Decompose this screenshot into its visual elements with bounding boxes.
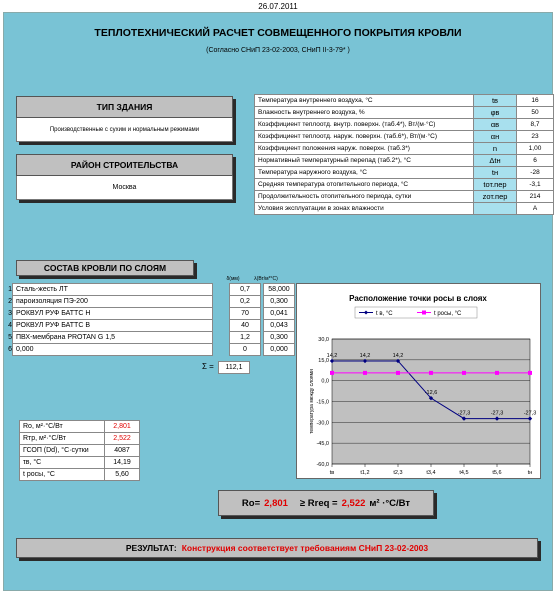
- layer-conductivity[interactable]: 58,000: [264, 284, 295, 296]
- y-axis-title: температура между слоями: [309, 369, 315, 434]
- param-label: Температура наружного воздуха, °С: [255, 167, 474, 179]
- layer-number: 3: [8, 310, 12, 317]
- param-label: Коэффициент положения наруж. поверхн. (таб.3*): [255, 143, 474, 155]
- result-label: РЕЗУЛЬТАТ:: [125, 543, 177, 553]
- result-label: t росы, °С: [20, 469, 105, 481]
- data-label: 14,2: [392, 352, 404, 359]
- x-tick-label: tв: [329, 470, 335, 476]
- r0-label: Rо=: [241, 497, 261, 509]
- param-symbol: n: [474, 143, 517, 155]
- param-row: [255, 203, 554, 215]
- layer-thickness[interactable]: 0: [230, 344, 261, 356]
- param-row: [255, 155, 554, 167]
- param-row: [255, 95, 554, 107]
- param-label: Условия эксплуатации в зонах влажности: [255, 203, 474, 215]
- result-bar: [16, 538, 538, 558]
- layer-name[interactable]: пароизоляция ПЭ-200: [13, 296, 213, 308]
- layer-row: [2, 344, 295, 356]
- x-tick-label: t1,2: [360, 470, 370, 476]
- result-value: 2,801: [105, 421, 140, 433]
- region-panel: [16, 154, 233, 200]
- param-label: Влажность внутреннего воздуха, %: [255, 107, 474, 119]
- layer-number: 6: [8, 346, 12, 353]
- layers-header: СОСТАВ КРОВЛИ ПО СЛОЯМ: [16, 260, 194, 276]
- layer-conductivity[interactable]: 0,000: [264, 344, 295, 356]
- param-symbol: tот.пер: [474, 179, 517, 191]
- param-value[interactable]: 50: [517, 107, 554, 119]
- rreq-value: 2,522: [341, 497, 366, 509]
- param-label: Средняя температура отопительного периода, °С: [255, 179, 474, 191]
- result-label: τв, °С: [20, 457, 105, 469]
- region-header: РАЙОН СТРОИТЕЛЬСТВА: [16, 154, 233, 176]
- x-tick-label: t2,3: [393, 470, 403, 476]
- param-row: [255, 167, 554, 179]
- param-row: [255, 131, 554, 143]
- param-symbol: φв: [474, 107, 517, 119]
- result-value: 2,522: [105, 433, 140, 445]
- param-value[interactable]: 8,7: [517, 119, 554, 131]
- x-tick-label: tн: [527, 470, 533, 476]
- layer-number: 1: [8, 286, 12, 293]
- layer-thickness[interactable]: 40: [230, 320, 261, 332]
- result-row: [20, 445, 140, 457]
- param-row: [255, 143, 554, 155]
- building-type-value[interactable]: Производственные с сухим и нормальным режимами: [49, 126, 200, 133]
- data-label: 14,2: [359, 352, 371, 359]
- layer-row: [2, 296, 295, 308]
- layer-name[interactable]: 0,000: [13, 344, 213, 356]
- result-row: [20, 469, 140, 481]
- param-symbol: [474, 203, 517, 215]
- result-row: [20, 433, 140, 445]
- result-label: Rо, м²·°С/Вт: [20, 421, 105, 433]
- y-tick-label: 15,0: [318, 357, 329, 364]
- r0-value: 2,801: [264, 497, 288, 509]
- building-type-panel: [16, 96, 233, 142]
- data-point: [429, 371, 433, 375]
- y-tick-label: -30,0: [316, 420, 329, 427]
- r-unit: м² ·°С/Вт: [369, 497, 411, 509]
- x-tick-label: t3,4: [426, 470, 436, 476]
- param-value[interactable]: 23: [517, 131, 554, 143]
- dew-point-chart: [296, 283, 541, 479]
- chart-title: Расположение точки росы в слоях: [349, 294, 487, 303]
- result-text: Конструкция соответствует требованиям СНиП 23-02-2003: [181, 543, 429, 553]
- y-tick-label: 30,0: [318, 337, 329, 343]
- param-row: [255, 119, 554, 131]
- page-subtitle: (Согласно СНиП 23-02-2003, СНиП II-3-79* ): [206, 47, 350, 54]
- layer-row: [2, 332, 295, 344]
- y-tick-label: -15,0: [316, 399, 329, 406]
- param-value[interactable]: 1,00: [517, 143, 554, 155]
- param-symbol: tв: [474, 95, 517, 107]
- lambda-column-header: λ(Вт/м*°С): [254, 276, 278, 282]
- layer-name[interactable]: Сталь-жесть ЛТ: [13, 284, 213, 296]
- param-row: [255, 191, 554, 203]
- building-type-header: ТИП ЗДАНИЯ: [16, 96, 233, 118]
- result-value: 14,19: [105, 457, 140, 469]
- chart-canvas: [297, 284, 540, 478]
- data-label: -27,3: [457, 410, 471, 417]
- layer-number: 5: [8, 334, 12, 341]
- layer-thickness[interactable]: 1,2: [230, 332, 261, 344]
- param-symbol: αв: [474, 119, 517, 131]
- y-tick-label: -60,0: [316, 462, 329, 468]
- rreq-label: ≥ Rreq =: [299, 497, 338, 509]
- sum-symbol: Σ =: [202, 362, 214, 371]
- param-label: Коэффициент теплоотд. наруж. поверхн. (таб.6*), Вт/(м·°С): [255, 131, 474, 143]
- parameters-table: [254, 94, 554, 215]
- layer-row: [2, 320, 295, 332]
- layer-thickness[interactable]: 0,7: [230, 284, 261, 296]
- data-label: -27,3: [523, 410, 537, 417]
- data-label: -12,6: [424, 390, 438, 397]
- legend-label-0: t в, °С: [376, 311, 393, 317]
- layer-conductivity[interactable]: 0,043: [264, 320, 295, 332]
- x-tick-label: t4,5: [459, 470, 469, 476]
- data-point: [495, 371, 499, 375]
- print-date: 26.07.2011: [258, 2, 298, 11]
- layer-row: [2, 284, 295, 296]
- result-row: [20, 421, 140, 433]
- layer-name[interactable]: РОКВУЛ РУФ БАТТС В: [13, 320, 213, 332]
- layers-table: [2, 283, 295, 356]
- data-label: 14,2: [326, 352, 338, 359]
- legend-marker-1: [422, 311, 426, 315]
- data-point: [330, 371, 334, 375]
- summary-bar: [218, 490, 434, 516]
- param-symbol: zот.пер: [474, 191, 517, 203]
- page-title: ТЕПЛОТЕХНИЧЕСКИЙ РАСЧЕТ СОВМЕЩЕННОГО ПОКРЫТИЯ КРОВЛИ: [94, 27, 462, 39]
- y-tick-label: 0,0: [321, 378, 329, 385]
- layer-name[interactable]: РОКВУЛ РУФ БАТТС Н: [13, 308, 213, 320]
- param-value[interactable]: 214: [517, 191, 554, 203]
- param-value[interactable]: -28: [517, 167, 554, 179]
- param-value[interactable]: А: [517, 203, 554, 215]
- param-label: Продолжительность отопительного периода, сутки: [255, 191, 474, 203]
- data-point: [462, 371, 466, 375]
- layer-conductivity[interactable]: 0,300: [264, 332, 295, 344]
- data-point: [396, 371, 400, 375]
- param-label: Коэффициент теплоотд. внутр. поверхн. (таб.4*), Вт/(м·°С): [255, 119, 474, 131]
- result-row: [20, 457, 140, 469]
- result-label: ГСОП (Dd), °С·сутки: [20, 445, 105, 457]
- results-table: [19, 420, 140, 481]
- param-label: Нормативный температурный перепад (таб.2*), °С: [255, 155, 474, 167]
- param-symbol: αн: [474, 131, 517, 143]
- layer-row: [2, 308, 295, 320]
- layer-number: 2: [8, 298, 12, 305]
- param-value[interactable]: 6: [517, 155, 554, 167]
- layer-conductivity[interactable]: 0,041: [264, 308, 295, 320]
- data-point: [528, 371, 532, 375]
- result-value: 4087: [105, 445, 140, 457]
- data-label: -27,3: [490, 410, 504, 417]
- delta-column-header: δ(мм): [226, 276, 240, 282]
- layer-name[interactable]: ПВХ-мембрана PROTAN G 1,5: [13, 332, 213, 344]
- thickness-sum: 112,1: [218, 361, 250, 374]
- param-value[interactable]: 16: [517, 95, 554, 107]
- param-row: [255, 179, 554, 191]
- result-label: Rтр, м²·°С/Вт: [20, 433, 105, 445]
- x-tick-label: t5,6: [492, 470, 502, 476]
- y-tick-label: -45,0: [316, 441, 329, 448]
- param-symbol: tн: [474, 167, 517, 179]
- layer-thickness[interactable]: 0,2: [230, 296, 261, 308]
- param-value[interactable]: -3,1: [517, 179, 554, 191]
- param-label: Температура внутреннего воздуха, °С: [255, 95, 474, 107]
- region-value[interactable]: Москва: [112, 184, 137, 191]
- layer-conductivity[interactable]: 0,300: [264, 296, 295, 308]
- layer-number: 4: [8, 322, 12, 329]
- layer-thickness[interactable]: 70: [230, 308, 261, 320]
- data-point: [363, 371, 367, 375]
- param-row: [255, 107, 554, 119]
- legend-label-1: t росы, °С: [434, 311, 462, 317]
- result-value: 5,60: [105, 469, 140, 481]
- param-symbol: Δtн: [474, 155, 517, 167]
